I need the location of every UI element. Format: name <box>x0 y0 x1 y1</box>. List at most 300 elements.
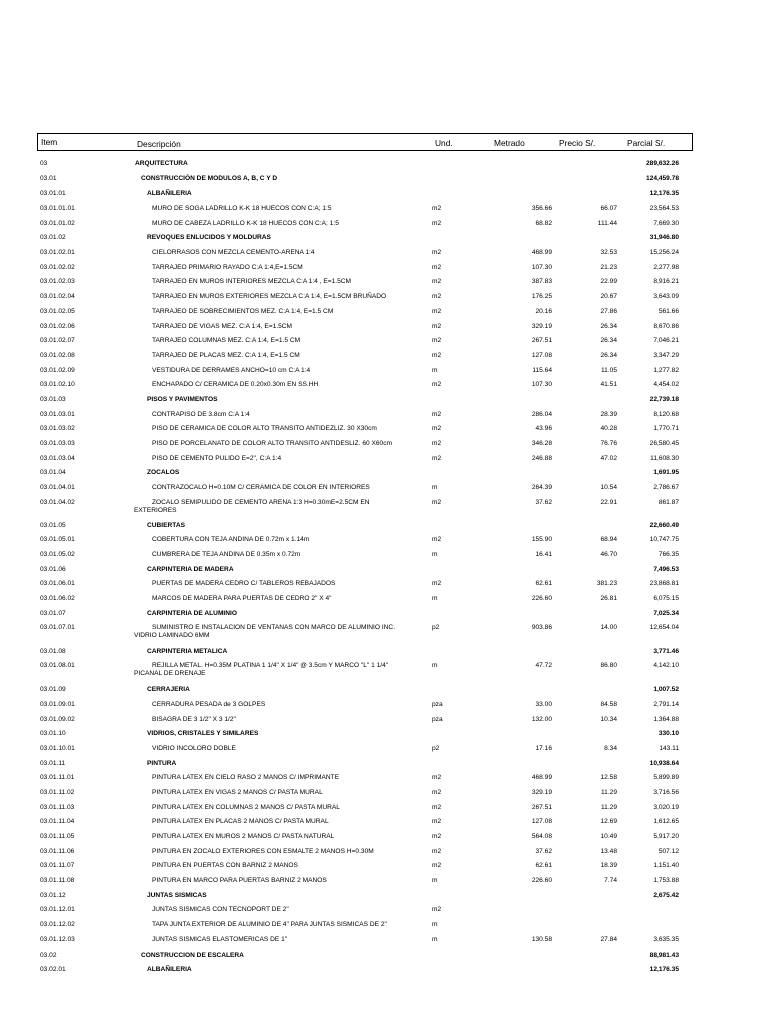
item-unit: m <box>432 662 438 669</box>
item-code: 03.01.09 <box>40 686 66 693</box>
item-precio: 84.58 <box>600 701 617 708</box>
item-description: CERRAJERIA <box>147 686 190 693</box>
item-parcial: 330.10 <box>658 730 679 737</box>
item-parcial: 2,277.98 <box>653 264 679 271</box>
item-metrado: 43.96 <box>535 425 552 432</box>
item-parcial: 143.11 <box>659 745 679 752</box>
item-precio: 10.34 <box>600 716 617 723</box>
item-parcial: 12,176.35 <box>649 966 679 973</box>
table-row <box>37 551 693 559</box>
item-metrado: 62.61 <box>535 862 552 869</box>
item-precio: 86.80 <box>600 662 617 669</box>
item-metrado: 329.19 <box>531 789 552 796</box>
item-metrado: 564.08 <box>531 833 552 840</box>
item-parcial: 2,786.67 <box>653 484 679 491</box>
table-row <box>37 877 693 885</box>
table-row <box>37 862 693 870</box>
table-row <box>37 499 693 514</box>
table-row <box>37 580 693 588</box>
item-metrado: 346.28 <box>531 440 552 447</box>
item-metrado: 17.16 <box>535 745 552 752</box>
section-row <box>37 686 693 694</box>
item-description: PINTURA LATEX EN COLUMNAS 2 MANOS C/ PASTA MURAL <box>152 804 340 811</box>
item-unit: m <box>432 551 438 558</box>
table-row <box>37 536 693 544</box>
item-unit: m <box>432 484 438 491</box>
table-row <box>37 484 693 492</box>
item-description: PINTURA LATEX EN PLACAS 2 MANOS C/ PASTA MURAL <box>152 818 329 825</box>
item-description: TARRAJEO PRIMARIO RAYADO C:A 1:4,E=1.5CM <box>152 264 303 271</box>
item-unit: m2 <box>432 848 442 855</box>
item-description: REVOQUES ENLUCIDOS Y MOLDURAS <box>147 234 271 241</box>
item-parcial: 3,771.46 <box>653 648 679 655</box>
item-metrado: 47.72 <box>535 662 552 669</box>
item-precio: 12.58 <box>600 774 617 781</box>
item-description: TAPA JUNTA EXTERIOR DE ALUMINIO DE 4" PARA JUNTAS SISMICAS DE 2" <box>152 921 387 928</box>
item-code: 03.01.11 <box>40 760 66 767</box>
table-row <box>37 789 693 797</box>
item-description: TARRAJEO COLUMNAS MEZ. C:A 1:4, E=1.5 CM <box>152 337 301 344</box>
item-code: 03.01.12.03 <box>40 936 75 943</box>
section-row <box>37 566 693 574</box>
budget-sheet <box>37 133 693 973</box>
section-row <box>37 522 693 530</box>
item-precio: 13.48 <box>600 848 617 855</box>
header-metrado: Metrado <box>494 138 525 148</box>
item-code: 03.01.07 <box>40 610 66 617</box>
item-metrado: 130.58 <box>531 936 552 943</box>
item-metrado: 226.60 <box>531 877 552 884</box>
item-description: TARRAJEO DE PLACAS MEZ. C:A 1:4, E=1.5 CM <box>152 352 300 359</box>
item-unit: m2 <box>432 789 442 796</box>
item-description: SUMINISTRO E INSTALACION DE VENTANAS CON MARCO DE ALUMINIO INC. <box>152 624 396 631</box>
item-code: 03.01.03.01 <box>40 411 75 418</box>
item-parcial: 1,007.52 <box>653 686 679 693</box>
header-descripcion: Descripción <box>137 139 181 149</box>
item-code: 03.01.02.03 <box>40 278 75 285</box>
item-parcial: 6,075.15 <box>653 595 679 602</box>
item-description: COBERTURA CON TEJA ANDINA DE 0.72m x 1.14m <box>152 536 310 543</box>
item-precio: 22.99 <box>600 278 617 285</box>
item-code: 03.01 <box>40 175 57 182</box>
item-description: ZOCALO SEMIPULIDO DE CEMENTO ARENA 1:3 H=0.30mE=2.5CM EN <box>152 499 370 506</box>
item-precio: 381.23 <box>596 580 617 587</box>
item-precio: 18.39 <box>600 862 617 869</box>
item-parcial: 7,496.53 <box>653 566 679 573</box>
item-description: CARPINTERIA DE MADERA <box>147 566 234 573</box>
item-description: CIELORRASOS CON MEZCLA CEMENTO-ARENA 1:4 <box>152 249 315 256</box>
item-metrado: 903.86 <box>531 624 552 631</box>
item-parcial: 1,277.82 <box>653 367 679 374</box>
item-parcial: 2,791.14 <box>653 701 679 708</box>
item-metrado: 33.00 <box>535 701 552 708</box>
item-code: 03.01.10 <box>40 730 66 737</box>
item-description: PUERTAS DE MADERA CEDRO C/ TABLEROS REBAJADOS <box>152 580 336 587</box>
item-code: 03.01.11.05 <box>40 833 75 840</box>
item-description: CONTRAPISO DE 3.8cm C:A 1:4 <box>152 411 250 418</box>
item-description: PISOS Y PAVIMENTOS <box>147 396 218 403</box>
item-description: JUNTAS SISMICAS CON TECNOPORT DE 2" <box>152 906 289 913</box>
item-metrado: 37.62 <box>535 499 552 506</box>
item-parcial: 5,917.20 <box>653 833 679 840</box>
item-unit: m2 <box>432 249 442 256</box>
section-row <box>37 760 693 768</box>
section-row <box>37 160 693 168</box>
item-description: CARPINTERIA DE ALUMINIO <box>147 610 237 617</box>
item-description: TARRAJEO DE VIGAS MEZ. C:A 1:4, E=1.5CM <box>152 323 293 330</box>
item-unit: m2 <box>432 906 442 913</box>
item-precio: 27.84 <box>600 936 617 943</box>
item-description: PISO DE PORCELANATO DE COLOR ALTO TRANSITO ANTIDESLIZ. 60 X60cm <box>152 440 393 447</box>
item-code: 03.01.11.08 <box>40 877 75 884</box>
item-description: PINTURA LATEX EN MUROS 2 MANOS C/ PASTA NATURAL <box>152 833 335 840</box>
header-precio: Precio S/. <box>559 138 596 148</box>
item-precio: 68.94 <box>600 536 617 543</box>
item-code: 03.01.09.01 <box>40 701 75 708</box>
item-precio: 14.00 <box>600 624 617 631</box>
item-code: 03.01.03.02 <box>40 425 75 432</box>
item-parcial: 507.12 <box>658 848 679 855</box>
item-code: 03 <box>40 160 48 167</box>
item-precio: 11.29 <box>600 789 617 796</box>
item-code: 03.01.11.04 <box>40 818 75 825</box>
item-description: REJILLA METAL. H=0.35M PLATINA 1 1/4" X 1/4" @ 3.5cm Y MARCO "L" 1 1/4" <box>152 662 389 669</box>
item-parcial: 88,981.43 <box>649 952 679 959</box>
item-precio: 76.76 <box>600 440 617 447</box>
item-parcial: 766.35 <box>658 551 679 558</box>
table-row <box>37 440 693 448</box>
item-description: TARRAJEO DE SOBRECIMIENTOS MEZ. C:A 1:4, E=1.5 CM <box>152 308 334 315</box>
item-unit: m2 <box>432 381 442 388</box>
item-code: 03.01.05.02 <box>40 551 75 558</box>
item-unit: m <box>432 877 438 884</box>
table-row <box>37 381 693 389</box>
item-unit: pza <box>432 716 443 723</box>
item-precio: 46.70 <box>600 551 617 558</box>
item-metrado: 16.41 <box>535 551 552 558</box>
section-row <box>37 966 693 974</box>
item-metrado: 155.90 <box>531 536 552 543</box>
item-code: 03.01.02.05 <box>40 308 75 315</box>
table-row <box>37 205 693 213</box>
item-code: 03.01.02.02 <box>40 264 75 271</box>
table-row <box>37 804 693 812</box>
table-row <box>37 308 693 316</box>
item-code: 03.01.06 <box>40 566 66 573</box>
item-code: 03.01.02.07 <box>40 337 75 344</box>
item-description: CUBIERTAS <box>147 522 185 529</box>
section-row <box>37 190 693 198</box>
item-parcial: 8,120.68 <box>653 411 679 418</box>
item-code: 03.01.03.03 <box>40 440 75 447</box>
item-precio: 26.34 <box>600 337 617 344</box>
item-parcial: 23,564.53 <box>649 205 679 212</box>
item-precio: 66.07 <box>600 205 617 212</box>
item-unit: m <box>432 921 438 928</box>
item-code: 03.01.02.08 <box>40 352 75 359</box>
item-code: 03.01.09.02 <box>40 716 75 723</box>
item-parcial: 8,916.21 <box>653 278 679 285</box>
item-metrado: 329.19 <box>531 323 552 330</box>
item-description: ZOCALOS <box>147 469 180 476</box>
item-code: 03.01.02 <box>40 234 66 241</box>
item-precio: 32.53 <box>600 249 617 256</box>
item-precio: 11.29 <box>600 804 617 811</box>
item-unit: m2 <box>432 323 442 330</box>
item-parcial: 10,747.75 <box>649 536 679 543</box>
item-description: PINTURA LATEX EN VIGAS 2 MANOS C/ PASTA MURAL <box>152 789 323 796</box>
item-parcial: 7,025.34 <box>653 610 679 617</box>
item-parcial: 289,632.26 <box>645 160 679 167</box>
item-metrado: 68.82 <box>535 220 552 227</box>
item-description: PINTURA EN PUERTAS CON BARNIZ 2 MANOS <box>152 862 298 869</box>
item-code: 03.01.02.10 <box>40 381 75 388</box>
item-unit: m2 <box>432 455 442 462</box>
item-metrado: 62.61 <box>535 580 552 587</box>
item-parcial: 1,691.95 <box>653 469 679 476</box>
item-description: ENCHAPADO C/ CERAMICA DE 0.20x0.30m EN SS.HH <box>152 381 319 388</box>
item-description: JUNTAS SISMICAS ELASTOMERICAS DE 1" <box>152 936 288 943</box>
item-unit: m2 <box>432 264 442 271</box>
item-code: 03.01.11.01 <box>40 774 75 781</box>
item-code: 03.01.06.01 <box>40 580 75 587</box>
table-row <box>37 936 693 944</box>
item-parcial: 5,899.89 <box>653 774 679 781</box>
item-code: 03.01.12.02 <box>40 921 75 928</box>
section-row <box>37 175 693 183</box>
item-code: 03.01.04 <box>40 469 66 476</box>
item-code: 03.01.02.04 <box>40 293 75 300</box>
item-precio: 26.34 <box>600 352 617 359</box>
item-parcial: 561.66 <box>658 308 679 315</box>
item-precio: 26.81 <box>600 595 617 602</box>
item-precio: 7.74 <box>604 877 617 884</box>
table-row <box>37 220 693 228</box>
item-precio: 10.49 <box>600 833 617 840</box>
item-unit: m2 <box>432 278 442 285</box>
item-code: 03.01.01.01 <box>40 205 75 212</box>
item-unit: m2 <box>432 804 442 811</box>
item-description: PINTURA <box>147 760 177 767</box>
item-parcial: 4,142.10 <box>653 662 679 669</box>
item-precio: 47.02 <box>600 455 617 462</box>
item-metrado: 267.51 <box>531 337 552 344</box>
item-metrado: 176.25 <box>531 293 552 300</box>
table-row <box>37 848 693 856</box>
item-precio: 20.67 <box>600 293 617 300</box>
item-parcial: 3,643.09 <box>653 293 679 300</box>
item-parcial: 22,660.49 <box>649 522 679 529</box>
item-description: TARRAJEO EN MUROS INTERIORES MEZCLA C:A 1:4 , E=1.5CM <box>152 278 352 285</box>
item-code: 03.01.05.01 <box>40 536 75 543</box>
table-row <box>37 411 693 419</box>
header-item: Item <box>41 137 58 147</box>
item-metrado: 107.30 <box>531 381 552 388</box>
item-metrado: 132.00 <box>531 716 552 723</box>
item-metrado: 267.51 <box>531 804 552 811</box>
item-parcial: 1,151.40 <box>653 862 679 869</box>
table-row <box>37 278 693 286</box>
item-code: 03.01.07.01 <box>40 624 75 631</box>
table-row <box>37 455 693 463</box>
item-code: 03.01.08 <box>40 648 66 655</box>
item-unit: m <box>432 595 438 602</box>
table-row <box>37 323 693 331</box>
item-metrado: 107.30 <box>531 264 552 271</box>
table-row <box>37 293 693 301</box>
table-row <box>37 595 693 603</box>
item-metrado: 387.83 <box>531 278 552 285</box>
table-row <box>37 662 693 677</box>
item-parcial: 26,580.45 <box>649 440 679 447</box>
table-row <box>37 774 693 782</box>
item-unit: m2 <box>432 862 442 869</box>
item-precio: 111.44 <box>597 220 617 227</box>
table-row <box>37 249 693 257</box>
item-code: 03.01.05 <box>40 522 66 529</box>
item-parcial: 23,868.81 <box>649 580 679 587</box>
item-parcial: 22,739.18 <box>649 396 679 403</box>
item-metrado: 264.39 <box>531 484 552 491</box>
item-precio: 22.91 <box>600 499 617 506</box>
item-code: 03.01.04.01 <box>40 484 75 491</box>
item-parcial: 15,256.24 <box>649 249 679 256</box>
item-description: PINTURA EN ZOCALO EXTERIORES CON ESMALTE 2 MANOS H=0.30M <box>152 848 374 855</box>
item-parcial: 3,635.35 <box>653 936 679 943</box>
item-description: CARPINTERIA METALICA <box>147 648 228 655</box>
item-code: 03.01.11.06 <box>40 848 75 855</box>
section-row <box>37 396 693 404</box>
item-unit: m <box>432 367 438 374</box>
item-unit: m2 <box>432 440 442 447</box>
item-unit: m2 <box>432 499 442 506</box>
item-precio: 28.39 <box>600 411 617 418</box>
item-metrado: 246.88 <box>531 455 552 462</box>
item-code: 03.01.08.01 <box>40 662 75 669</box>
item-metrado: 226.60 <box>531 595 552 602</box>
item-precio: 26.34 <box>600 323 617 330</box>
table-row <box>37 367 693 375</box>
item-code: 03.01.12.01 <box>40 906 75 913</box>
item-code: 03.01.03.04 <box>40 455 75 462</box>
item-code: 03.01.11.07 <box>40 862 75 869</box>
item-code: 03.01.02.06 <box>40 323 75 330</box>
table-row <box>37 425 693 433</box>
item-description: MURO DE SOGA LADRILLO K-K 18 HUECOS CON C:A; 1:5 <box>152 205 332 212</box>
item-unit: m2 <box>432 536 442 543</box>
item-description-continuation: EXTERIORES <box>134 507 177 514</box>
item-metrado: 356.66 <box>531 205 552 212</box>
item-metrado: 37.62 <box>535 848 552 855</box>
item-parcial: 1,364.88 <box>653 716 679 723</box>
item-description: JUNTAS SISMICAS <box>147 892 207 899</box>
item-unit: p2 <box>432 745 440 752</box>
item-unit: m2 <box>432 425 442 432</box>
table-header <box>37 133 693 151</box>
section-row <box>37 952 693 960</box>
header-parcial: Parcial S/. <box>627 138 666 148</box>
item-code: 03.01.10.01 <box>40 745 75 752</box>
item-metrado: 127.08 <box>531 818 552 825</box>
item-precio: 40.28 <box>600 425 617 432</box>
section-row <box>37 648 693 656</box>
header-und: Und. <box>435 138 453 148</box>
item-parcial: 10,938.64 <box>649 760 679 767</box>
item-parcial: 3,716.56 <box>653 789 679 796</box>
item-code: 03.01.02.01 <box>40 249 75 256</box>
item-unit: pza <box>432 701 443 708</box>
table-row <box>37 716 693 724</box>
table-row <box>37 921 693 929</box>
item-description: TARRAJEO EN MUROS EXTERIORES MEZCLA C:A 1:4, E=1.5CM BRUÑADO <box>152 293 387 300</box>
item-code: 03.01.12 <box>40 892 66 899</box>
item-description: PINTURA LATEX EN CIELO RASO 2 MANOS C/ IMPRIMANTE <box>152 774 340 781</box>
item-parcial: 1,770.71 <box>653 425 679 432</box>
item-parcial: 12,176.35 <box>649 190 679 197</box>
item-metrado: 468.99 <box>531 774 552 781</box>
item-code: 03.01.03 <box>40 396 66 403</box>
item-precio: 41.51 <box>600 381 617 388</box>
item-description: ARQUITECTURA <box>135 160 188 167</box>
item-precio: 8.34 <box>604 745 617 752</box>
item-description: CONSTRUCCION DE ESCALERA <box>141 952 244 959</box>
section-row <box>37 730 693 738</box>
item-description: PINTURA EN MARCO PARA PUERTAS BARNIZ 2 MANOS <box>152 877 327 884</box>
item-description: CERRADURA PESADA de 3 GOLPES <box>152 701 266 708</box>
item-metrado: 127.08 <box>531 352 552 359</box>
item-unit: m2 <box>432 337 442 344</box>
item-precio: 11.05 <box>600 367 617 374</box>
item-description: VESTIDURA DE DERRAMES ANCHO=10 cm C:A 1:4 <box>152 367 311 374</box>
item-description: ALBAÑILERIA <box>147 190 192 197</box>
item-parcial: 1,753.88 <box>653 877 679 884</box>
item-description: MARCOS DE MADERA PARA PUERTAS DE CEDRO 2" X 4" <box>152 595 332 602</box>
item-unit: m2 <box>432 774 442 781</box>
item-precio: 27.86 <box>600 308 617 315</box>
item-parcial: 7,046.21 <box>653 337 679 344</box>
item-description: PISO DE CERAMICA DE COLOR ALTO TRANSITO ANTIDEZLIZ. 30 X30cm <box>152 425 377 432</box>
item-metrado: 468.99 <box>531 249 552 256</box>
item-unit: p2 <box>432 624 440 631</box>
table-row <box>37 906 693 914</box>
item-description: PISO DE CEMENTO PULIDO E=2", C:A 1:4 <box>152 455 282 462</box>
item-unit: m2 <box>432 293 442 300</box>
item-unit: m2 <box>432 580 442 587</box>
item-code: 03.01.01 <box>40 190 66 197</box>
item-parcial: 3,020.19 <box>653 804 679 811</box>
item-unit: m2 <box>432 833 442 840</box>
item-unit: m2 <box>432 411 442 418</box>
item-description-continuation: VIDRIO LAMINADO 6MM <box>134 632 210 639</box>
item-description: VIDRIO INCOLORO DOBLE <box>152 745 236 752</box>
item-description: VIDRIOS, CRISTALES Y SIMILARES <box>147 730 259 737</box>
item-unit: m2 <box>432 308 442 315</box>
section-row <box>37 892 693 900</box>
item-code: 03.01.11.02 <box>40 789 75 796</box>
item-unit: m2 <box>432 352 442 359</box>
item-parcial: 12,654.04 <box>649 624 679 631</box>
table-row <box>37 818 693 826</box>
item-description: CONTRAZOCALO H=0.10M C/ CERAMICA DE COLOR EN INTERIORES <box>152 484 370 491</box>
item-parcial: 7,669.30 <box>653 220 679 227</box>
item-unit: m2 <box>432 818 442 825</box>
section-row <box>37 469 693 477</box>
table-row <box>37 701 693 709</box>
item-description: ALBAÑILERIA <box>147 966 192 973</box>
table-row <box>37 264 693 272</box>
item-precio: 10.54 <box>600 484 617 491</box>
item-code: 03.01.01.02 <box>40 220 75 227</box>
